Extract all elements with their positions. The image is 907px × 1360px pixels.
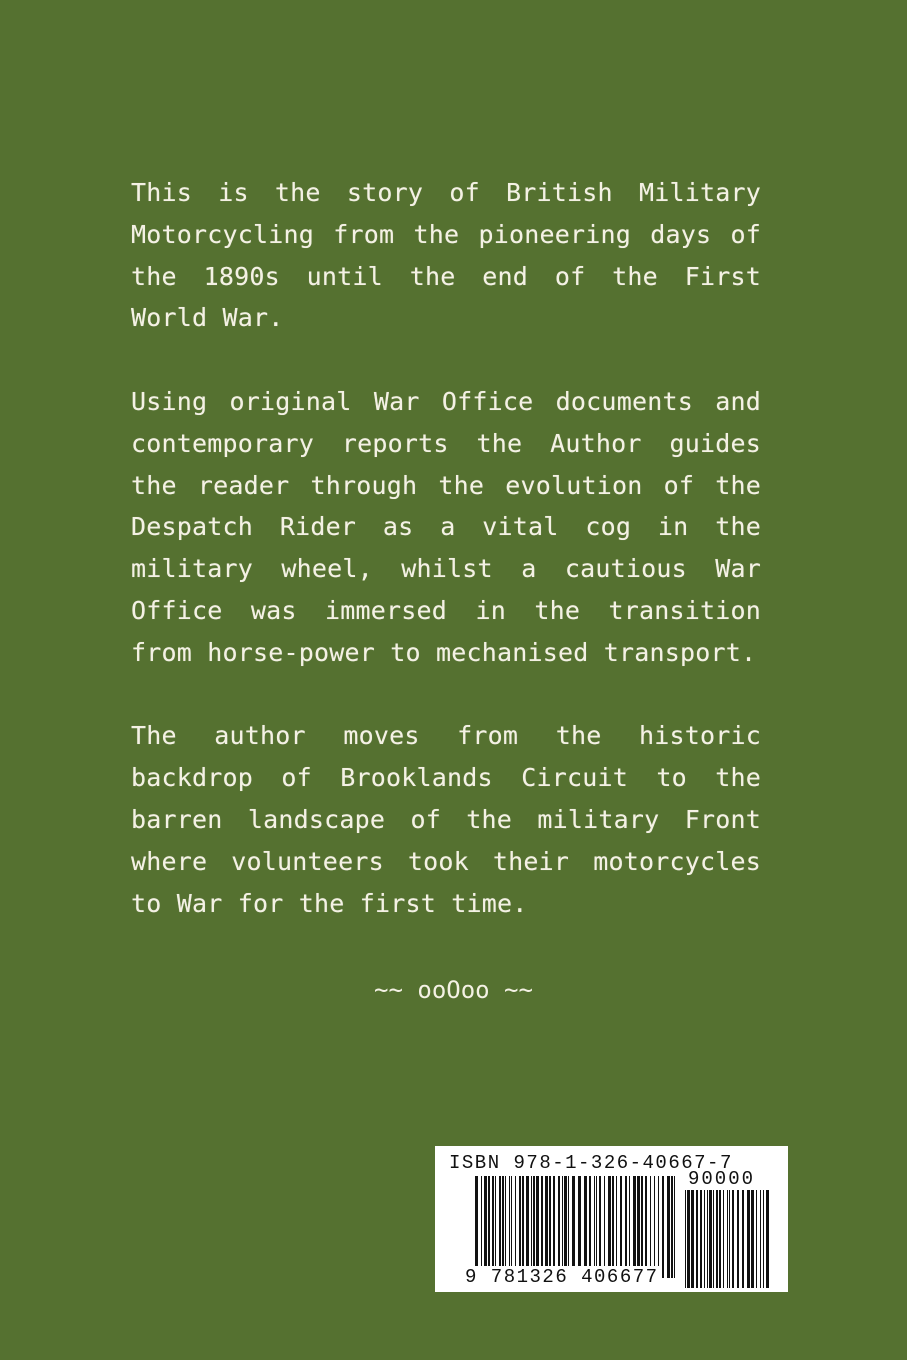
price-code: 90000	[688, 1168, 756, 1190]
barcode-bar	[737, 1190, 739, 1288]
barcode-bar	[709, 1190, 712, 1288]
barcode-bar	[691, 1190, 694, 1288]
barcode-bar	[515, 1176, 516, 1278]
barcode-bar	[707, 1190, 708, 1288]
barcode-bar	[572, 1176, 575, 1278]
barcode-bar	[499, 1176, 501, 1278]
blurb-paragraph-3: The author moves from the historic backdrop of Brooklands Circuit to the barren landscape of the military Front where volunteers took their motorcycles to War for the first time.	[131, 721, 761, 918]
barcode-bar	[716, 1190, 718, 1288]
barcode-bar	[662, 1176, 664, 1278]
barcode-bar	[641, 1176, 643, 1278]
barcode-bar	[502, 1176, 504, 1278]
barcode-bar	[533, 1176, 535, 1278]
barcode-bar	[620, 1176, 622, 1278]
barcode-bar	[751, 1190, 754, 1288]
back-cover-blurb	[131, 172, 761, 966]
barcode-bar	[553, 1176, 555, 1278]
barcode-bar	[519, 1176, 521, 1278]
section-divider: ~~ ooOoo ~~	[374, 976, 533, 1004]
barcode-bar	[704, 1190, 705, 1288]
barcode-bar	[742, 1190, 744, 1288]
barcode-bar	[727, 1190, 728, 1288]
barcode-bar	[713, 1190, 714, 1288]
barcode-bar	[505, 1176, 506, 1278]
barcode-bar	[756, 1190, 757, 1288]
barcode-bar	[584, 1176, 587, 1278]
barcode-bar	[488, 1176, 490, 1278]
barcode-bar	[658, 1176, 659, 1278]
barcode-bar	[637, 1176, 640, 1278]
barcode-bar	[509, 1176, 510, 1278]
barcode-bar	[604, 1176, 605, 1278]
barcode-bar	[700, 1190, 702, 1288]
barcode-bar	[687, 1190, 690, 1288]
barcode-bar	[729, 1190, 730, 1288]
barcode-bar	[495, 1176, 496, 1278]
barcode-bar	[685, 1190, 686, 1288]
barcode-bar	[545, 1176, 548, 1278]
barcode-bar	[625, 1176, 627, 1278]
barcode-bar	[568, 1176, 569, 1278]
barcode-bar	[667, 1176, 670, 1278]
barcode-bar	[596, 1176, 597, 1278]
barcode-bar	[549, 1176, 551, 1278]
barcode-bar	[747, 1190, 750, 1288]
barcode-bar	[732, 1190, 734, 1288]
barcode-bar	[536, 1176, 539, 1278]
isbn-barcode	[435, 1146, 788, 1292]
barcode-bar	[594, 1176, 595, 1278]
barcode-bar	[511, 1176, 512, 1278]
barcode-bar	[562, 1176, 563, 1278]
barcode-bar	[522, 1176, 524, 1278]
barcode-bar	[674, 1176, 675, 1278]
barcode-bar	[723, 1190, 724, 1288]
barcode-bar	[671, 1176, 673, 1278]
barcode-bar	[589, 1176, 591, 1278]
barcode-bar	[629, 1176, 630, 1278]
blurb-paragraph-2: Using original War Office documents and contemporary reports the Author guides the reader through the evolution of the Despatch Rider as a vital cog in the military wheel, whilst a cautious War Office was immersed in the transition from horse-power to mechanised transport.	[131, 386, 761, 667]
barcode-bar	[633, 1176, 636, 1278]
barcode-bar	[719, 1190, 721, 1288]
barcode-bar	[763, 1190, 764, 1288]
ean-digits: 9 781326 406677	[465, 1266, 659, 1288]
barcode-bar	[526, 1176, 529, 1278]
barcode-bar	[650, 1176, 651, 1278]
barcode-bar	[558, 1176, 560, 1278]
barcode-bar	[760, 1190, 761, 1288]
barcode-bar	[696, 1190, 698, 1288]
barcode-bar	[616, 1176, 617, 1278]
barcode-bar	[612, 1176, 614, 1278]
barcode-bar	[599, 1176, 601, 1278]
barcode-bar	[766, 1190, 769, 1288]
blurb-paragraph-1: This is the story of British Military Motorcycling from the pioneering days of the 1890s until the end of the First World War.	[131, 178, 761, 333]
barcode-bar	[578, 1176, 581, 1278]
barcode-bar	[475, 1176, 478, 1278]
barcode-bar	[541, 1176, 543, 1278]
barcode-bar	[645, 1176, 647, 1278]
barcode-bar	[481, 1176, 482, 1278]
isbn-label: ISBN 978-1-326-40667-7	[449, 1152, 733, 1174]
barcode-bar	[484, 1176, 487, 1278]
barcode-bar	[492, 1176, 494, 1278]
barcode-bar	[654, 1176, 655, 1278]
barcode-bar	[608, 1176, 611, 1278]
barcode-bar	[564, 1176, 567, 1278]
barcode-bar	[531, 1176, 532, 1278]
